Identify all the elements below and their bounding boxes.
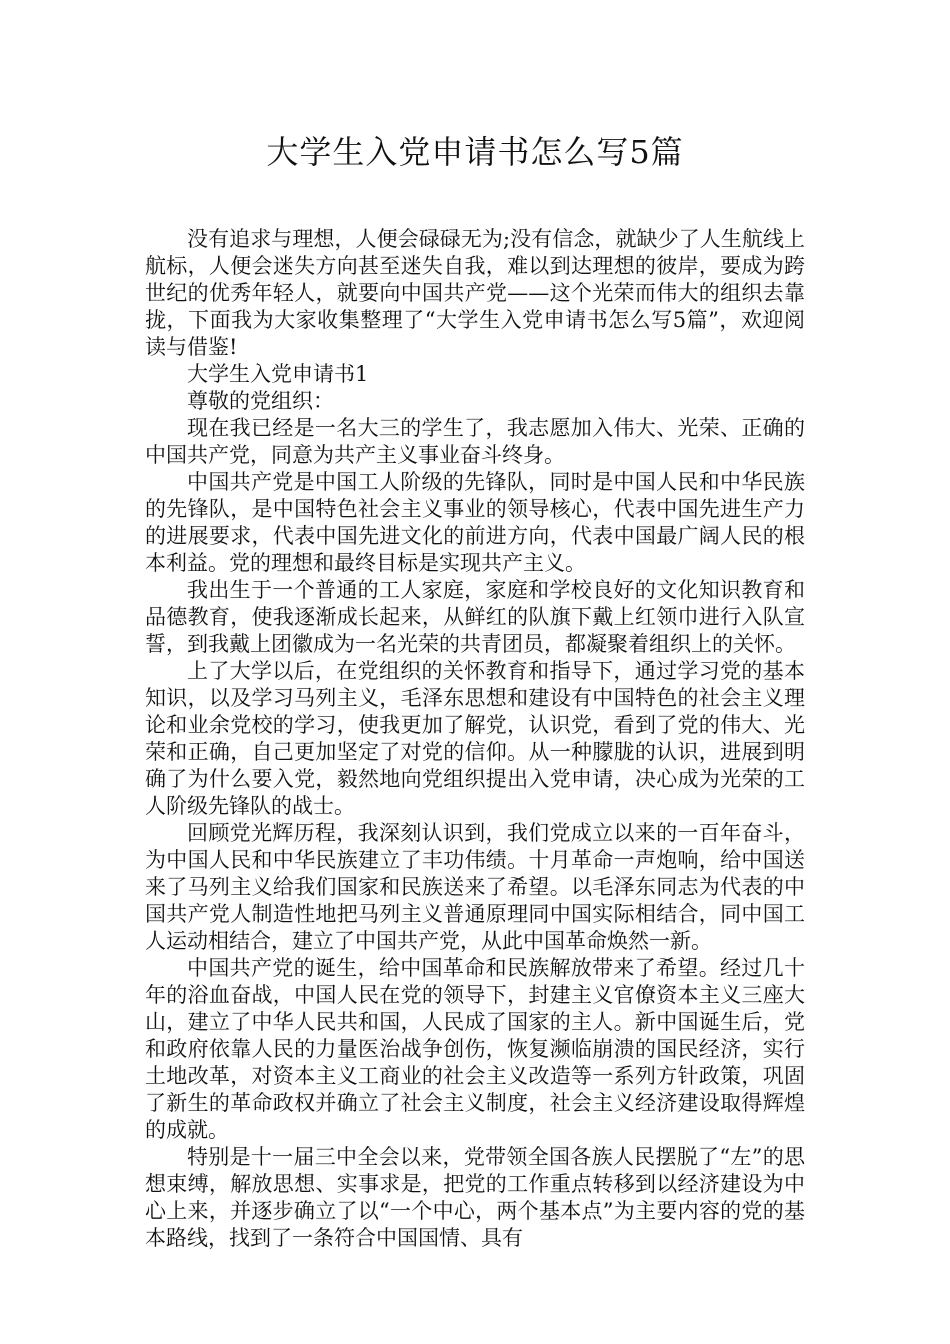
document-body [145,226,805,1252]
section-heading: 大学生入党申请书1 [187,362,369,386]
body-paragraph: 特别是十一届三中全会以来，党带领全国各族人民摆脱了“左”的思想束缚，解放思想、实事求是，把党的工作重点转移到以经济建设为中心上来，并逐步确立了以“一个中心，两个基本点”为主要内容的党的基本路线，找到了一条符合中国国情、具有 [145,1145,805,1250]
salutation: 尊敬的党组织： [187,389,334,413]
document-title: 大学生入党申请书怎么写5篇 [266,133,684,171]
body-paragraph: 回顾党光辉历程，我深刻认识到，我们党成立以来的一百年奋斗，为中国人民和中华民族建立了丰功伟绩。十月革命一声炮响，给中国送来了马列主义给我们国家和民族送来了希望。以毛泽东同志为代表的中国共产党人制造性地把马列主义普通原理同中国实际相结合，同中国工人运动相结合，建立了中国共产党，从此中国革命焕然一新。 [145,821,805,953]
body-paragraph: 我出生于一个普通的工人家庭，家庭和学校良好的文化知识教育和品德教育，使我逐渐成长起来，从鲜红的队旗下戴上红领巾进行入队宣誓，到我戴上团徽成为一名光荣的共青团员，都凝聚着组织上的关怀。 [145,578,805,656]
body-paragraph: 现在我已经是一名大三的学生了，我志愿加入伟大、光荣、正确的中国共产党，同意为共产主义事业奋斗终身。 [145,416,805,467]
body-paragraph: 中国共产党的诞生，给中国革命和民族解放带来了希望。经过几十年的浴血奋战，中国人民在党的领导下，封建主义官僚资本主义三座大山，建立了中华人民共和国，人民成了国家的主人。新中国诞生后，党和政府依靠人民的力量医治战争创伤，恢复濒临崩溃的国民经济，实行土地改革，对资本主义工商业的社会主义改造等一系列方针政策，巩固了新生的革命政权并确立了社会主义制度，社会主义经济建设取得辉煌的成就。 [145,956,805,1142]
intro-paragraph: 没有追求与理想，人便会碌碌无为;没有信念，就缺少了人生航线上航标，人便会迷失方向甚至迷失自我，难以到达理想的彼岸，要成为跨世纪的优秀年轻人，就要向中国共产党——这个光荣而伟大的组织去靠拢，下面我为大家收集整理了“大学生入党申请书怎么写5篇”，欢迎阅读与借鉴! [145,227,805,359]
body-paragraph: 中国共产党是中国工人阶级的先锋队，同时是中国人民和中华民族的先锋队，是中国特色社会主义事业的领导核心，代表中国先进生产力的进展要求，代表中国先进文化的前进方向，代表中国最广阔人民的根本利益。党的理想和最终目标是实现共产主义。 [145,470,805,575]
body-paragraph: 上了大学以后，在党组织的关怀教育和指导下，通过学习党的基本知识，以及学习马列主义，毛泽东思想和建设有中国特色的社会主义理论和业余党校的学习，使我更加了解党，认识党，看到了党的伟大、光荣和正确，自己更加坚定了对党的信仰。从一种朦胧的认识，进展到明确了为什么要入党，毅然地向党组织提出入党申请，决心成为光荣的工人阶级先锋队的战士。 [145,659,805,818]
